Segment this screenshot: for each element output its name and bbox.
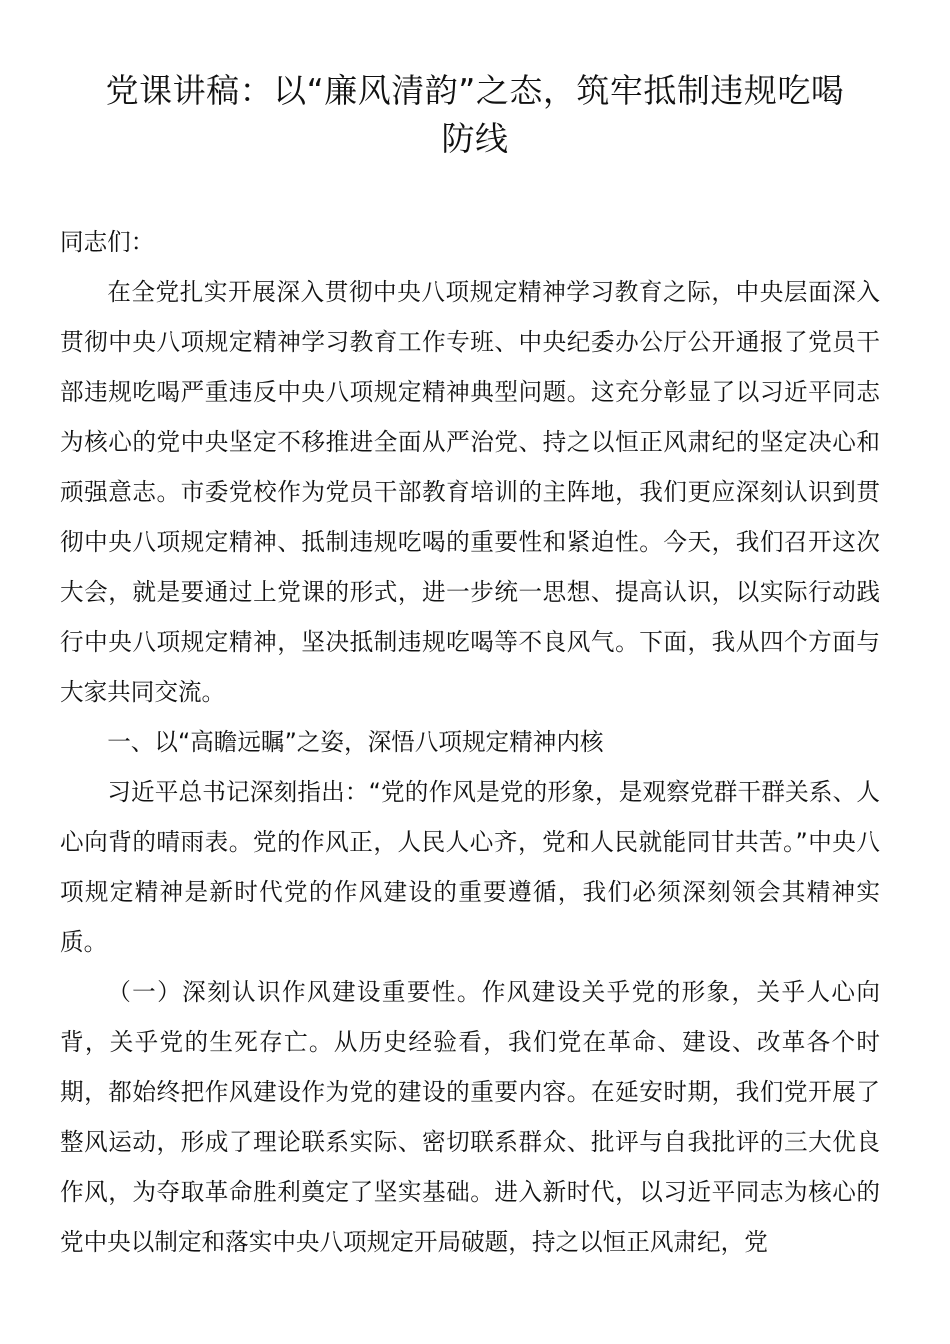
- paragraph-quote: 习近平总书记深刻指出：“党的作风是党的形象，是观察党群干群关系、人心向背的晴雨表。党的作风正，人民人心齐，党和人民就能同甘共苦。”中央八项规定精神是新时代党的作风建设的重要遵循，我们必须深刻领会其精神实质。: [60, 778, 880, 956]
- salutation: 同志们：: [60, 228, 155, 256]
- paragraph-intro: 在全党扎实开展深入贯彻中央八项规定精神学习教育之际，中央层面深入贯彻中央八项规定精神学习教育工作专班、中央纪委办公厅公开通报了党员干部违规吃喝严重违反中央八项规定精神典型问题。这充分彰显了以习近平同志为核心的党中央坚定不移推进全面从严治党、持之以恒正风肃纪的坚定决心和顽强意志。市委党校作为党员干部教育培训的主阵地，我们更应深刻认识到贯彻中央八项规定精神、抵制违规吃喝的重要性和紧迫性。今天，我们召开这次大会，就是要通过上党课的形式，进一步统一思想、提高认识，以实际行动践行中央八项规定精神，坚决抵制违规吃喝等不良风气。下面，我从四个方面与大家共同交流。: [60, 278, 880, 706]
- paragraph-subsection-1: （一）深刻认识作风建设重要性。作风建设关乎党的形象，关乎人心向背，关乎党的生死存亡。从历史经验看，我们党在革命、建设、改革各个时期，都始终把作风建设作为党的建设的重要内容。在延安时期，我们党开展了整风运动，形成了理论联系实际、密切联系群众、批评与自我批评的三大优良作风，为夺取革命胜利奠定了坚实基础。进入新时代，以习近平同志为核心的党中央以制定和落实中央八项规定开局破题，持之以恒正风肃纪，党: [60, 978, 880, 1256]
- document-title-line-1: 党课讲稿：以“廉风清韵”之态，筑牢抵制违规吃喝: [105, 71, 845, 110]
- document-body: [60, 217, 880, 1267]
- section-heading-1: 一、以“高瞻远瞩”之姿，深悟八项规定精神内核: [107, 728, 604, 756]
- document-title-line-2: 防线: [441, 119, 509, 158]
